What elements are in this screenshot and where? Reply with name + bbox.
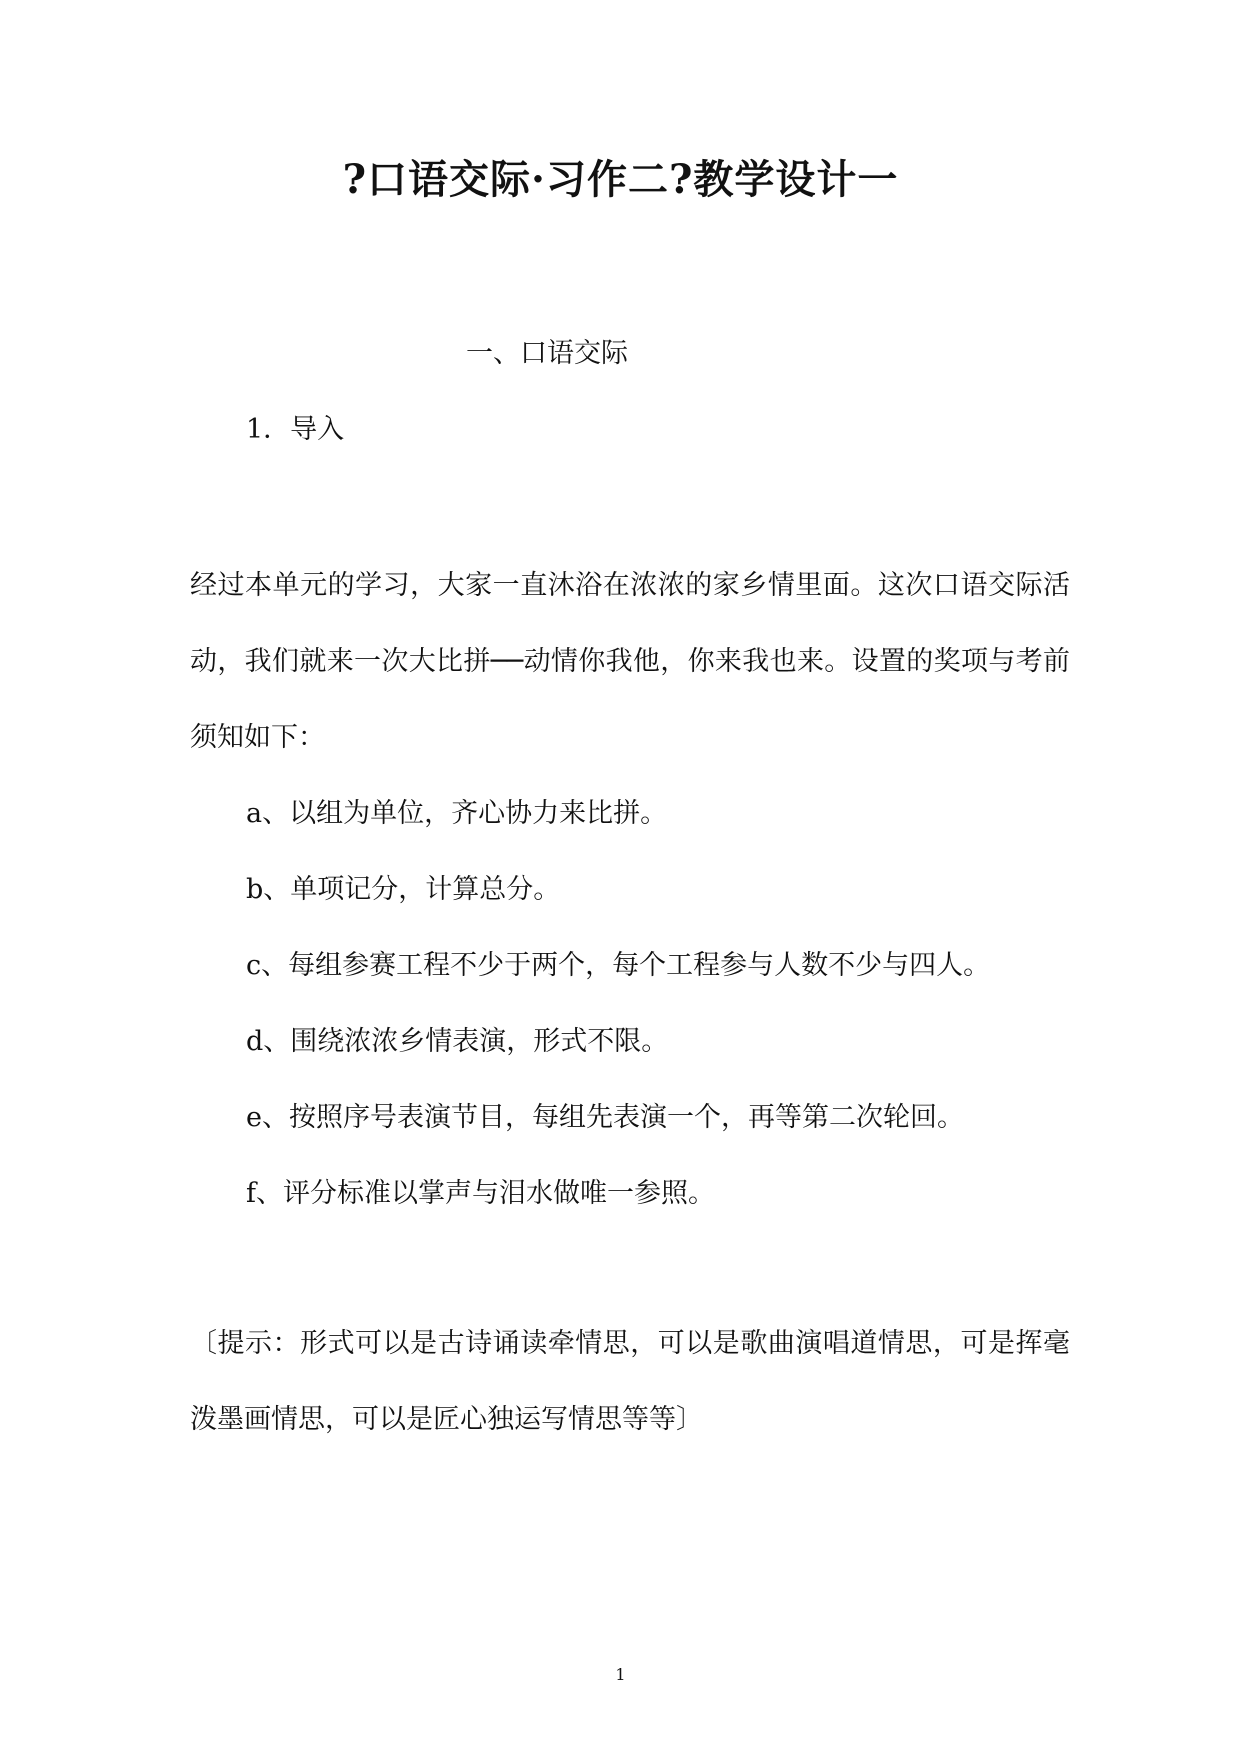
intro-paragraph: 经过本单元的学习，大家一直沐浴在浓浓的家乡情里面。这次口语交际活动，我们就来一次大比拼──动情你我他，你来我也来。设置的奖项与考前须知如下： xyxy=(190,570,1070,753)
rule-item: a、以组为单位，齐心协力来比拼。 xyxy=(246,798,668,829)
rules-list xyxy=(246,776,990,1232)
sub-heading: 1．导入 xyxy=(246,414,345,445)
section-heading: 一、口语交际 xyxy=(466,338,628,369)
rule-item: f、评分标准以掌声与泪水做唯一参照。 xyxy=(246,1178,715,1209)
tip-paragraph: 〔提示：形式可以是古诗诵读牵情思，可以是歌曲演唱道情思，可是挥毫泼墨画情思，可以是匠心独运写情思等等〕 xyxy=(190,1328,1070,1435)
page-number: 1 xyxy=(615,1665,626,1684)
rule-item: b、单项记分，计算总分。 xyxy=(246,874,561,905)
rule-item: d、围绕浓浓乡情表演，形式不限。 xyxy=(246,1026,669,1057)
rule-item: e、按照序号表演节目，每组先表演一个，再等第二次轮回。 xyxy=(246,1102,964,1133)
rule-item: c、每组参赛工程不少于两个，每个工程参与人数不少与四人。 xyxy=(246,950,991,981)
document-title: ?口语交际·习作二?教学设计一 xyxy=(342,156,899,203)
